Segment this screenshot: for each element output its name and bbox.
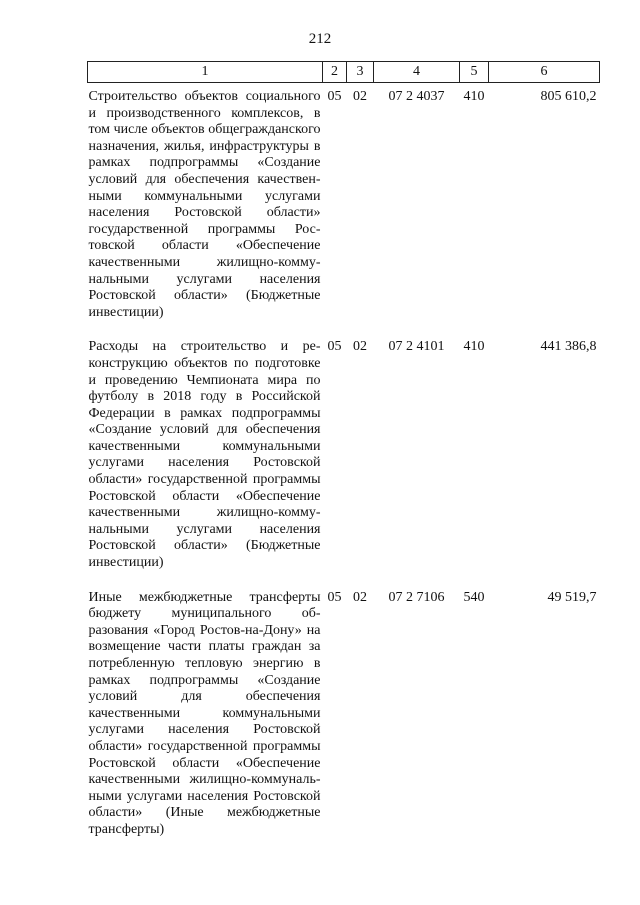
budget-table (87, 61, 600, 851)
row-description: Расходы на строительство и реконструкцию объектов по подготовке и проведению Чемпионата мира по футболу в 2018 году в Российской Федерации в рамках подпрограммы «Создание условий для обеспечения качественными коммунальными услугами населения Ростовской области» государственной программы Ростовской области «Обеспечение качественными жилищно-коммунальными услугами населения Ростовской области» (Бюджетные инвестиции) (88, 339, 321, 571)
row-section-code: 05 (327, 89, 342, 104)
table-header-row (88, 62, 600, 83)
column-header-2: 2 (323, 62, 347, 83)
row-expense-type: 410 (463, 89, 485, 104)
row-amount: 805 610,2 (540, 89, 597, 104)
table-row (88, 333, 600, 583)
row-subsection-code: 02 (353, 89, 367, 104)
row-expense-type: 410 (463, 339, 485, 355)
row-description: Иные межбюджетные трансферты бюджету муниципального образования «Город Ростов-на-Дону» на возмещение части платы граждан за потребленную тепловую энергию в рамках подпрограммы «Создание условий для обеспечения качественными коммунальными услугами населения Ростовской области» государственной программы Ростовской области «Обеспечение качественными жилищно-коммунальными услугами населения Ростовской области» (Иные межбюджетные трансферты) (88, 589, 321, 837)
page-number: 212 (308, 31, 332, 47)
row-target-code: 07 2 4037 (388, 89, 445, 104)
row-target-code: 07 2 4101 (388, 339, 445, 355)
row-amount: 49 519,7 (547, 589, 597, 605)
row-subsection-code: 02 (353, 589, 367, 605)
table-row (88, 83, 600, 334)
column-header-1: 1 (88, 62, 323, 83)
row-amount: 441 386,8 (540, 339, 597, 355)
row-section-code: 05 (327, 589, 342, 605)
row-expense-type: 540 (463, 589, 485, 605)
column-header-4: 4 (374, 62, 460, 83)
row-description: Строительство объектов социального и производственного комплексов, в том числе объектов общегражданского назначения, жилья, инфраструктуры в рамках подпрограммы «Создание условий для обеспечения качественными коммунальными услугами населения Ростовской области» государственной программы Ростовской области «Обеспечение качественными жилищно-коммунальными услугами населения Ростовской области» (Бюджетные инвестиции) (88, 89, 321, 320)
column-header-5: 5 (460, 62, 489, 83)
row-subsection-code: 02 (353, 339, 367, 355)
row-section-code: 05 (327, 339, 342, 355)
row-target-code: 07 2 7106 (388, 589, 445, 605)
table-row (88, 584, 600, 851)
column-header-6: 6 (489, 62, 600, 83)
column-header-3: 3 (347, 62, 374, 83)
